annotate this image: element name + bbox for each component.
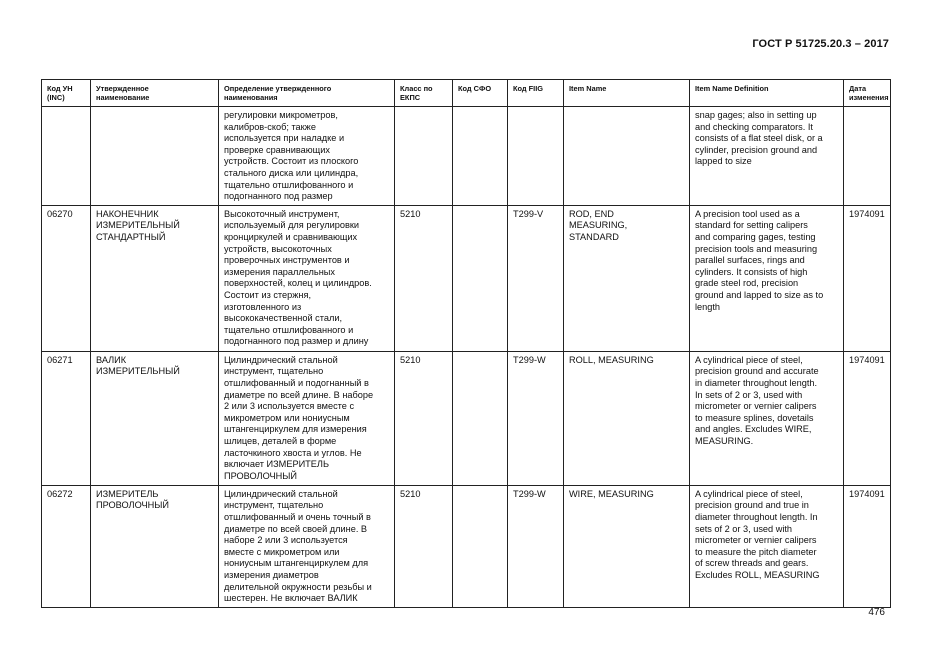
cell-item-name-definition: snap gages; also in setting up and checking comparators. It consists of a flat steel disk, or a cylinder, precision ground and lapped to size <box>690 107 844 206</box>
cell-approved-name: ВАЛИК ИЗМЕРИТЕЛЬНЫЙ <box>91 351 219 485</box>
table-row <box>42 351 891 485</box>
cell-change-date: 1974091 <box>844 485 891 607</box>
cell-definition: Высокоточный инструмент, используемый для регулировки кронциркулей и сравнивающих устройств, высокоточных проверочных инструментов и измерения параллельных поверхностей, колец и цилиндров. Состоит из стержня, изготовленного из высококачественной стали, тщательно отшлифованного и подогнанного под размер и длину <box>219 205 395 351</box>
cell-item-name-definition: A cylindrical piece of steel, precision ground and true in diameter throughout length. In sets of 2 or 3, used with micrometer or vernier calipers to measure the pitch diameter of screw threads and gears. Excludes ROLL, MEASURING <box>690 485 844 607</box>
cell-inc: 06272 <box>42 485 91 607</box>
cell-ekps-class <box>395 107 453 206</box>
cell-item-name <box>564 107 690 206</box>
col-header-definition: Определение утвержденного наименования <box>219 80 395 107</box>
cell-item-name: ROD, END MEASURING, STANDARD <box>564 205 690 351</box>
cell-change-date: 1974091 <box>844 351 891 485</box>
cell-item-name: WIRE, MEASURING <box>564 485 690 607</box>
cell-fiig-code: T299-V <box>508 205 564 351</box>
cell-item-name: ROLL, MEASURING <box>564 351 690 485</box>
cell-sfo-code <box>453 485 508 607</box>
cell-sfo-code <box>453 107 508 206</box>
col-header-inc: Код УН (INC) <box>42 80 91 107</box>
cell-ekps-class: 5210 <box>395 351 453 485</box>
catalog-table <box>41 79 891 608</box>
table-header-row <box>42 80 891 107</box>
cell-change-date <box>844 107 891 206</box>
cell-ekps-class: 5210 <box>395 485 453 607</box>
cell-inc: 06270 <box>42 205 91 351</box>
cell-sfo-code <box>453 351 508 485</box>
table-row <box>42 205 891 351</box>
cell-fiig-code: T299-W <box>508 485 564 607</box>
col-header-change-date: Дата изменения <box>844 80 891 107</box>
cell-inc: 06271 <box>42 351 91 485</box>
cell-definition: регулировки микрометров, калибров-скоб; также используется при наладке и проверке сравнивающих устройств. Состоит из плоского стального диска или цилиндра, тщательно отшлифованного и подогнанного под размер <box>219 107 395 206</box>
cell-inc <box>42 107 91 206</box>
table-row <box>42 485 891 607</box>
table-row <box>42 107 891 206</box>
cell-approved-name: ИЗМЕРИТЕЛЬ ПРОВОЛОЧНЫЙ <box>91 485 219 607</box>
col-header-item-name-definition: Item Name Definition <box>690 80 844 107</box>
cell-definition: Цилиндрический стальной инструмент, тщательно отшлифованный и подогнанный в диаметре по всей длине. В наборе 2 или 3 используется вместе с микрометром или нониусным штангенциркулем для измерения шлицев, деталей в форме ласточкиного хвоста и углов. Не включает ИЗМЕРИТЕЛЬ ПРОВОЛОЧНЫЙ <box>219 351 395 485</box>
cell-fiig-code: T299-W <box>508 351 564 485</box>
document-standard-number: ГОСТ Р 51725.20.3 – 2017 <box>752 38 889 50</box>
col-header-ekps-class: Класс по ЕКПС <box>395 80 453 107</box>
cell-ekps-class: 5210 <box>395 205 453 351</box>
cell-item-name-definition: A cylindrical piece of steel, precision ground and accurate in diameter throughout length. In sets of 2 or 3, used with micrometer or vernier calipers to measure splines, dovetails and angles. Excludes WIRE, MEASURING. <box>690 351 844 485</box>
cell-item-name-definition: A precision tool used as a standard for setting calipers and comparing gages, testing precision tools and measuring parallel surfaces, rings and cylinders. It consists of high grade steel rod, precision ground and lapped to size as to length <box>690 205 844 351</box>
cell-approved-name: НАКОНЕЧНИК ИЗМЕРИТЕЛЬНЫЙ СТАНДАРТНЫЙ <box>91 205 219 351</box>
page-number: 476 <box>868 607 885 618</box>
cell-approved-name <box>91 107 219 206</box>
col-header-item-name: Item Name <box>564 80 690 107</box>
cell-change-date: 1974091 <box>844 205 891 351</box>
cell-fiig-code <box>508 107 564 206</box>
col-header-sfo-code: Код СФО <box>453 80 508 107</box>
col-header-approved-name: Утвержденное наименование <box>91 80 219 107</box>
cell-definition: Цилиндрический стальной инструмент, тщательно отшлифованный и очень точный в диаметре по всей своей длине. В наборе 2 или 3 используется вместе с микрометром или нониусным штангенциркулем для измерения диаметров делительной окружности резьбы и шестерен. Не включает ВАЛИК <box>219 485 395 607</box>
cell-sfo-code <box>453 205 508 351</box>
col-header-fiig-code: Код FIIG <box>508 80 564 107</box>
